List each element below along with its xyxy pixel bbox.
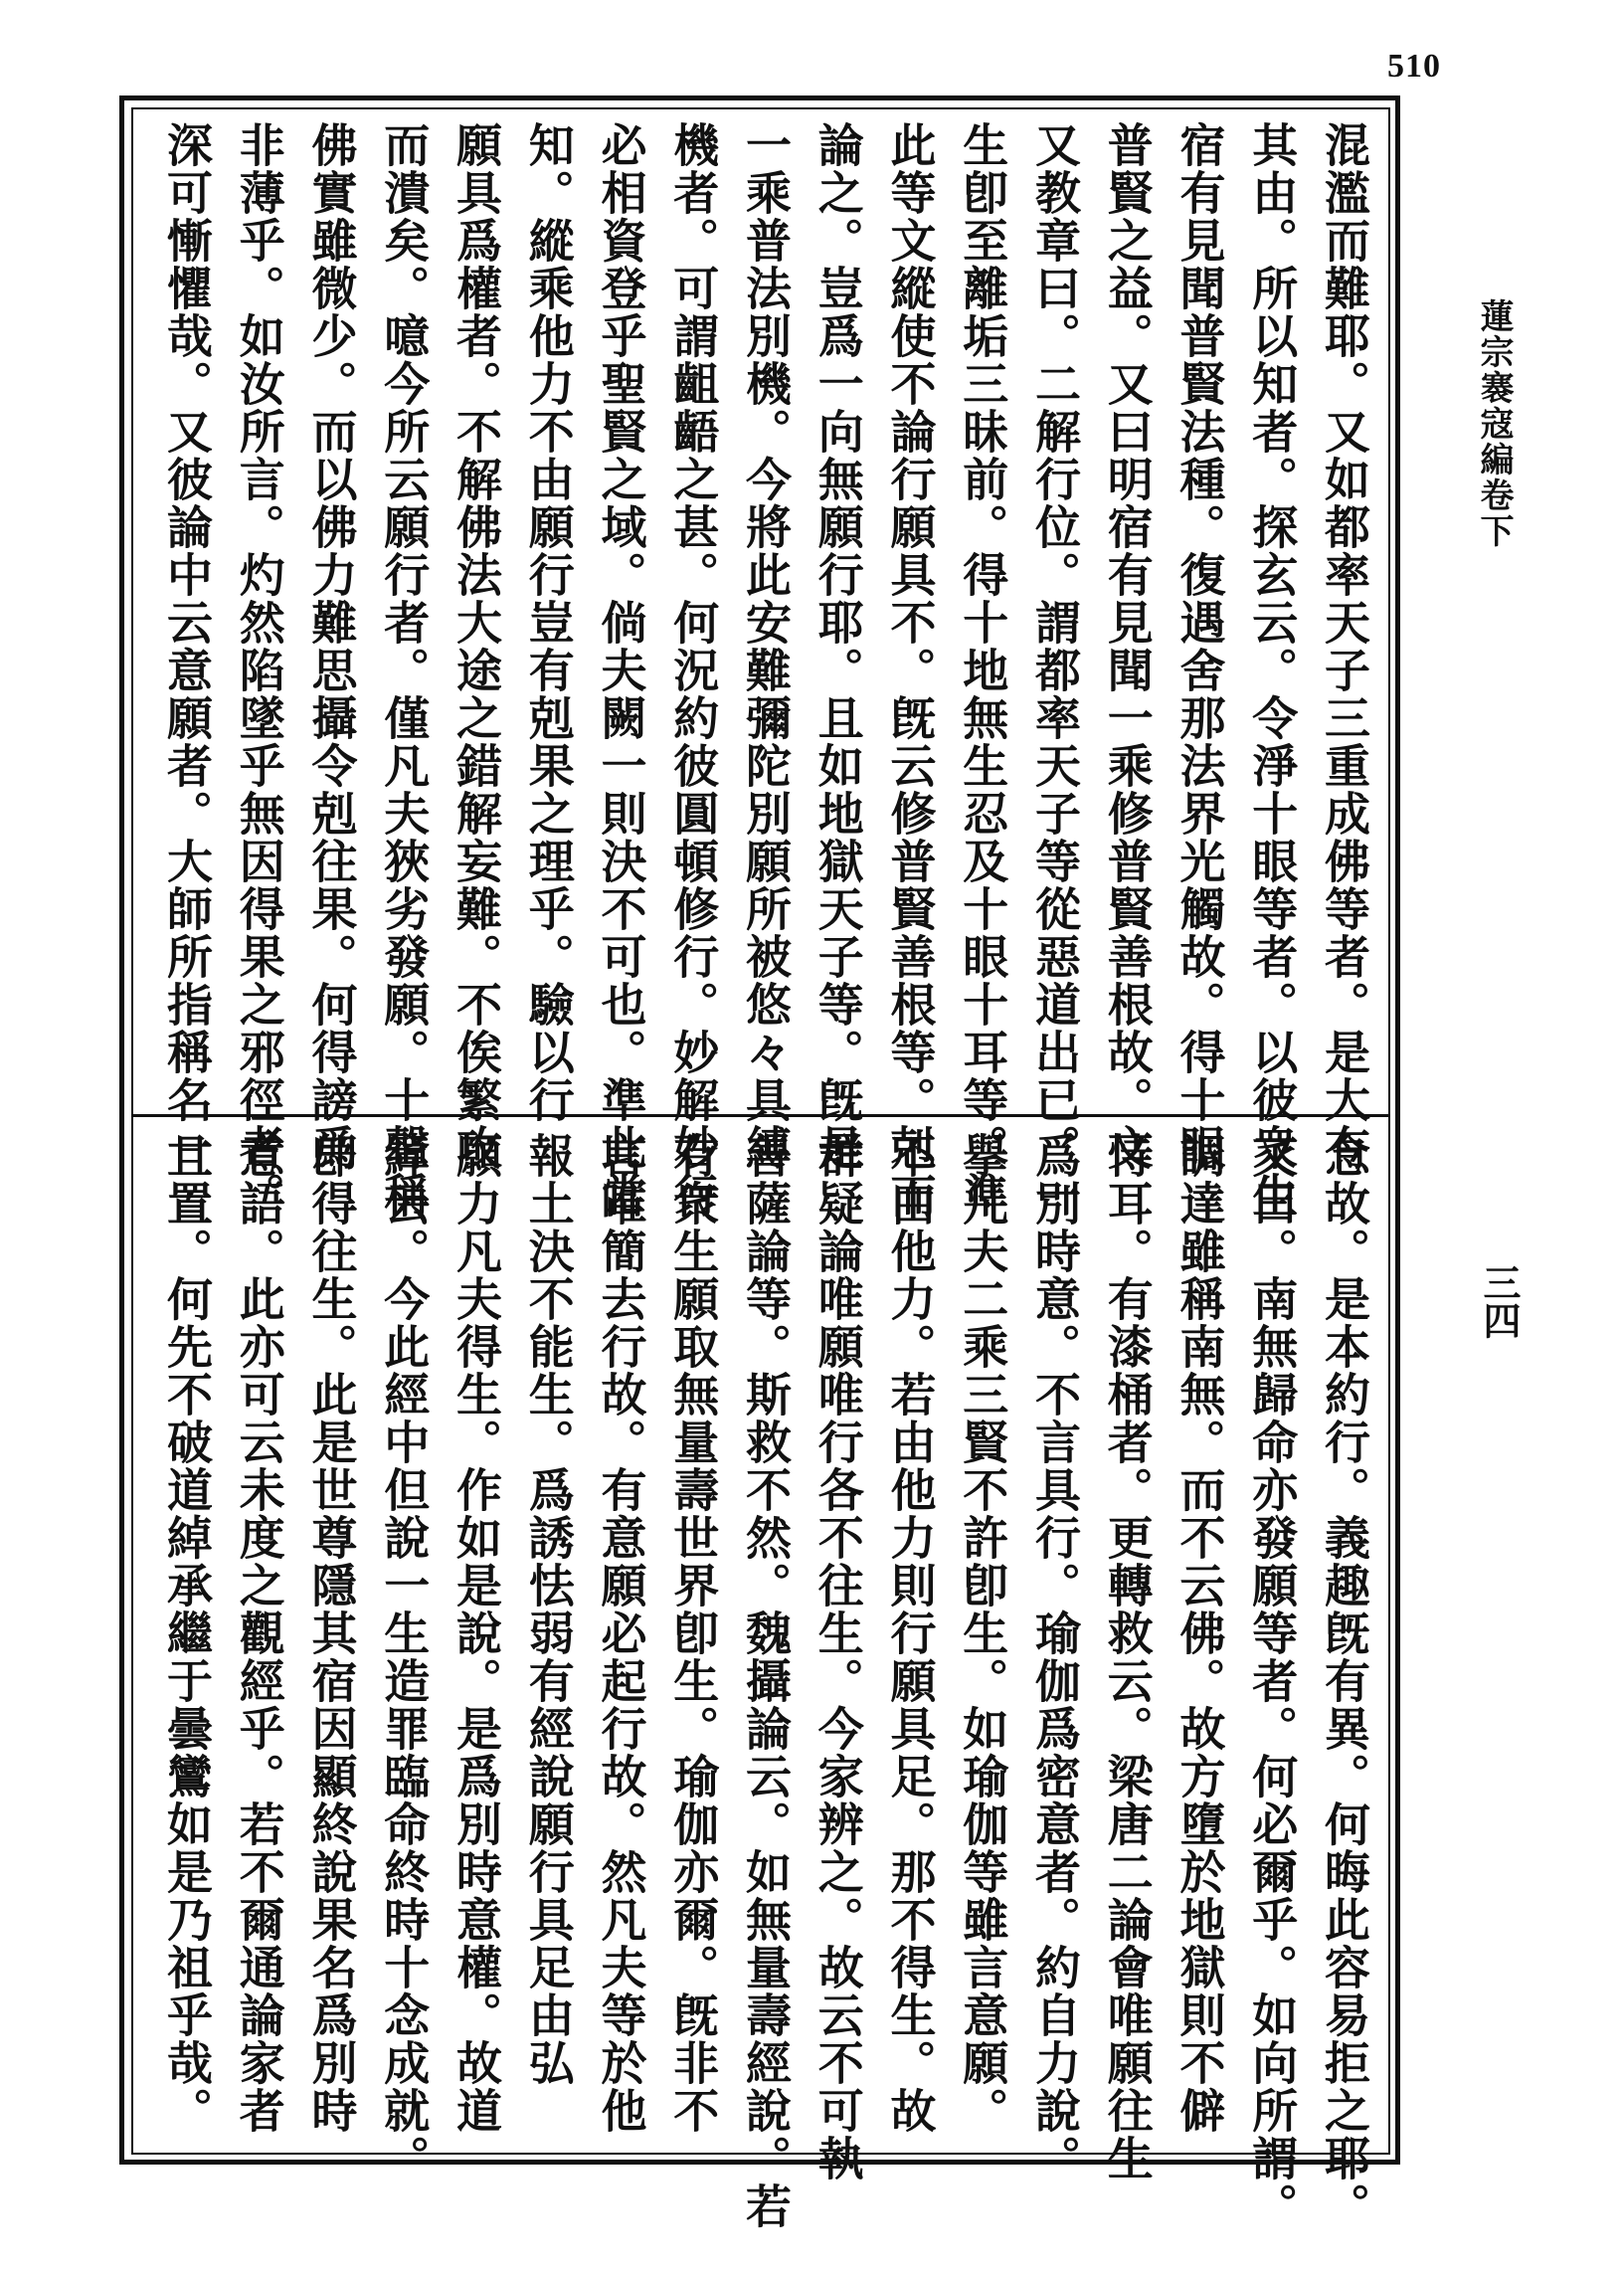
- text-column: 恃耳。有漆桶者。更轉救云。梁唐二論會唯願往生: [1100, 1132, 1155, 2182]
- text-column: 知。縱乘他力不由願行豈有剋果之理乎。驗以行: [521, 121, 576, 1124]
- text-column: 綽云。今此經中但說一生造罪臨命終時十念成就。: [377, 1132, 432, 2182]
- text-column: 調達雖稱南無。而不云佛。故方墮於地獄則不僻: [1173, 1132, 1227, 2135]
- text-column: 論之。豈爲一向無願行耶。且如地獄天子等。旣是: [811, 121, 865, 1172]
- text-column: 又教章曰。二解行位。謂都率天子等從惡道出已。一: [1028, 121, 1082, 1220]
- text-column: 有衆生願取無量壽世界卽生。瑜伽亦爾。旣非不: [666, 1132, 721, 2135]
- text-column: 必相資登乎聖賢之域。倘夫闕一則決不可也。準此當: [594, 121, 648, 1220]
- text-column: 機者。可謂齟齬之甚。何況約彼圓頓修行。妙解妙行: [666, 121, 721, 1220]
- text-column: 深可慚懼哉。又彼論中云意願者。大師所指稱名一: [160, 121, 214, 1172]
- text-column: 此等文縱使不論行願具不。旣云修普賢善根等。剋而: [883, 121, 938, 1220]
- folio-number: 三四: [1477, 1263, 1522, 1339]
- text-column: 言唯簡去行故。有意願必起行故。然凡夫等於他: [594, 1132, 648, 2135]
- text-column: 且置。何先不破道綽承繼于曇鸞如是乃祖乎哉。: [160, 1132, 214, 2135]
- text-column: 擧凡夫二乘三賢不許卽生。如瑜伽等雖言意願。: [956, 1132, 1010, 2135]
- text-column: 願具爲權者。不解佛法大途之錯解妄難。不俟繁攻: [450, 121, 503, 1172]
- text-column: 群疑論唯願唯行各不往生。今家辨之。故云不可執: [811, 1132, 865, 2182]
- text-column: 非薄乎。如汝所言。灼然陷墜乎無因得果之邪徑者。: [232, 121, 286, 1220]
- lower-text-block: [160, 1132, 1371, 2230]
- text-column: 不由他力。若由他力則行願具足。那不得生。故: [883, 1132, 938, 2135]
- text-column: 爲別時意。不言具行。瑜伽爲密意者。約自力說。: [1028, 1132, 1082, 2182]
- text-column: 普賢之益。又曰明宿有見聞一乘修普賢善根故。文: [1100, 121, 1155, 1172]
- margin-title: 蓮宗褰寇編卷下: [1474, 298, 1514, 549]
- page-number: 510: [1387, 48, 1441, 85]
- text-column: 念故。是本約行。義趣旣有異。何晦此容易拒之耶。: [1318, 1132, 1371, 2230]
- text-column: 善薩論等。斯救不然。魏攝論云。如無量壽經說。若: [739, 1132, 793, 2230]
- text-column: 願力凡夫得生。作如是說。是爲別時意權。故道: [450, 1132, 503, 2135]
- text-column: 其由。所以知者。探玄云。令淨十眼等者。以彼衆生: [1245, 121, 1300, 1220]
- text-column: 宿有見聞普賢法種。復遇舍那法界光觸故。得十眼: [1173, 121, 1227, 1172]
- text-column: 意語。此亦可云未度之觀經乎。若不爾通論家者: [232, 1132, 286, 2135]
- text-column: 生卽至離垢三昧前。得十地無生忍及十眼十耳等。準: [956, 121, 1010, 1220]
- text-column: 報土決不能生。爲誘怯弱有經說願行具足由弘: [521, 1132, 576, 2087]
- text-column: 混濫而難耶。又如都率天子三重成佛等者。是大有: [1318, 121, 1371, 1172]
- text-column: 又曰。南無歸命亦發願等者。何必爾乎。如向所謂。: [1245, 1132, 1300, 2230]
- text-column: 佛實雖微少。而以佛力難思攝令剋往果。何得謗爲: [304, 121, 359, 1172]
- text-column: 一乘普法別機。今將此安難彌陀別願所被悠々具縛: [739, 121, 793, 1172]
- text-column: 卽得往生。此是世尊隱其宿因顯終說果名爲別時: [304, 1132, 359, 2135]
- text-column: 而潰矣。噫今所云願行者。僅凡夫狹劣發願。十聲稱: [377, 121, 432, 1220]
- upper-text-block: [160, 121, 1371, 1220]
